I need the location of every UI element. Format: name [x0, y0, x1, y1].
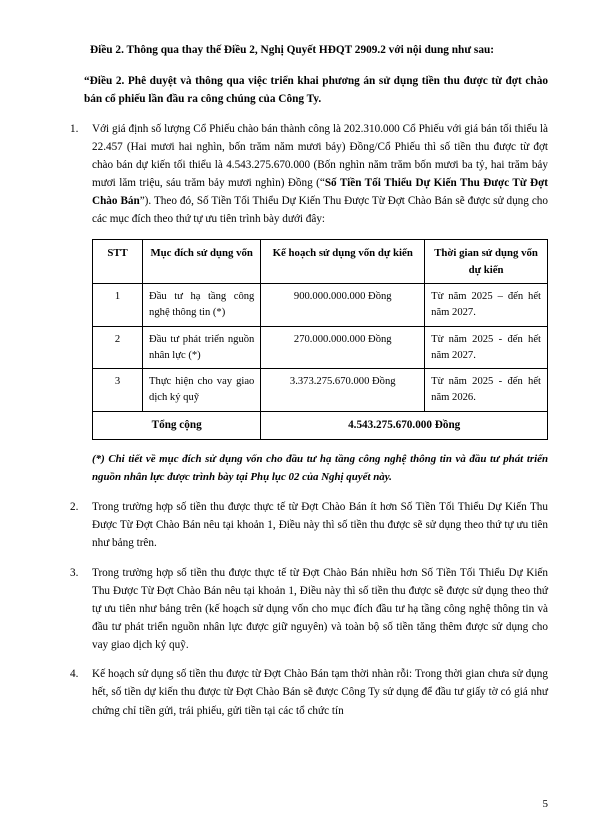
article-heading-1: Điều 2. Thông qua thay thế Điều 2, Nghị Quyết HĐQT 2909.2 với nội dung như sau: [90, 44, 495, 56]
clause-number: 4. [70, 668, 79, 681]
clause-list-continued [62, 498, 548, 720]
cell-plan: 270.000.000.000 Đồng [261, 326, 425, 369]
clause-item-2 [62, 498, 548, 552]
cell-time: Từ năm 2025 – đến hết năm 2027. [425, 283, 548, 326]
footnote-text: (*) Chi tiết về mục đích sử dụng vốn cho đầu tư hạ tầng công nghệ thông tin và đầu tư phát triển nguồn nhân lực được trình bày tại Phụ lục 02 của Nghị quyết này. [92, 452, 548, 483]
clause-text: Với giá định số lượng Cổ Phiếu chào bán thành công là 202.310.000 Cổ Phiếu với giá bán tối thiểu là 22.457 (Hai mươi hai nghìn, bốn trăm năm mươi bảy) Đồng/Cổ Phiếu thì số tiền thu được từ đợt chào bán dự kiến tối thiểu là 4.543.275.670.000 (Bốn nghìn năm trăm bốn mươi ba tỷ, hai trăm bảy mươi lăm triệu, sáu trăm bảy mươi nghìn) Đồng (“Số Tiền Tối Thiểu Dự Kiến Thu Được Từ Đợt Chào Bán”). Theo đó, Số Tiền Tối Thiểu Dự Kiến Thu Được Từ Đợt Chào Bán sẽ được sử dụng cho các mục đích theo thứ tự ưu tiên trình bày dưới đây: [92, 122, 548, 226]
table-row [93, 369, 548, 412]
clause-item-3 [62, 564, 548, 655]
cell-stt: 3 [93, 369, 143, 412]
clause-text: Kế hoạch sử dụng số tiền thu được từ Đợt Chào Bán tạm thời nhàn rỗi: Trong thời gian chưa sử dụng hết, số tiền dự kiến thu được từ Đợt Chào Bán sẽ được Công Ty sử dụng để đầu tư giấy tờ có giá như chứng chỉ tiền gửi, trái phiếu, gửi tiền tại các tổ chức tín [92, 668, 548, 717]
page-number: 5 [542, 798, 548, 810]
table-row [93, 326, 548, 369]
clause-number: 3. [70, 566, 79, 579]
clause-text: Trong trường hợp số tiền thu được thực tế từ Đợt Chào Bán nhiều hơn Số Tiền Tối Thiểu Dự Kiến Thu Được Từ Đợt Chào Bán nêu tại khoản 1, Điều này thì số tiền thu được sẽ được sử dụng theo thứ tự ưu tiên như bảng trên (kế hoạch sử dụng vốn cho mục đích đầu tư hạ tầng công nghệ thông tin và đầu tư phát triển nguồn nhân lực được giữ nguyên) và toàn bộ số tiền tăng thêm được sử dụng cho vay giao dịch ký quỹ. [92, 566, 548, 652]
capital-use-table-wrapper [62, 239, 548, 440]
col-header-plan: Kế hoạch sử dụng vốn dự kiến [261, 240, 425, 283]
table-header-row [93, 240, 548, 283]
clause-item-4 [62, 665, 548, 719]
article-heading-2: “Điều 2. Phê duyệt và thông qua việc triển khai phương án sử dụng tiền thu được từ đợt chào bán cổ phiếu lần đầu ra công chúng của Công Ty. [84, 74, 548, 105]
clause-number: 2. [70, 501, 79, 514]
clause-number: 1. [70, 122, 79, 135]
cell-time: Từ năm 2025 - đến hết năm 2026. [425, 369, 548, 412]
cell-stt: 2 [93, 326, 143, 369]
table-body [93, 283, 548, 439]
cell-time: Từ năm 2025 - đến hết năm 2027. [425, 326, 548, 369]
cell-plan: 3.373.275.670.000 Đồng [261, 369, 425, 412]
col-header-time: Thời gian sử dụng vốn dự kiến [425, 240, 548, 283]
col-header-stt: STT [93, 240, 143, 283]
clause-item-1 [62, 120, 548, 229]
cell-stt: 1 [93, 283, 143, 326]
total-value: 4.543.275.670.000 Đồng [261, 412, 548, 440]
table-total-row [93, 412, 548, 440]
table-row [93, 283, 548, 326]
total-label: Tổng cộng [93, 412, 261, 440]
cell-plan: 900.000.000.000 Đồng [261, 283, 425, 326]
clause-list [62, 120, 548, 229]
col-header-purpose: Mục đích sử dụng vốn [143, 240, 261, 283]
cell-purpose: Thực hiện cho vay giao dịch ký quỹ [143, 369, 261, 412]
cell-purpose: Đầu tư phát triển nguồn nhân lực (*) [143, 326, 261, 369]
capital-use-table [92, 239, 548, 440]
clause-text: Trong trường hợp số tiền thu được thực tế từ Đợt Chào Bán ít hơn Số Tiền Tối Thiểu Dự Kiến Thu Được Từ Đợt Chào Bán nêu tại khoản 1, Điều này thì số tiền thu được sẽ sử dụng theo thứ tự ưu tiên như bảng trên. [92, 501, 548, 550]
cell-purpose: Đầu tư hạ tầng công nghệ thông tin (*) [143, 283, 261, 326]
